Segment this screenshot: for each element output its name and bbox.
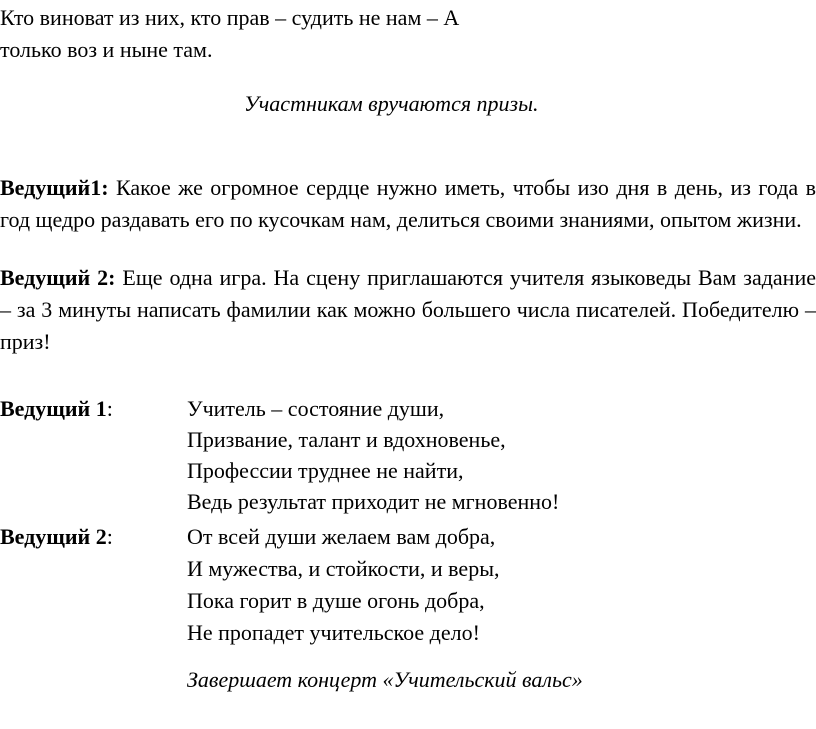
intro-line-1: Кто виноват из них, кто прав – судить не нам – А bbox=[0, 5, 460, 30]
poem2-line-4: Не пропадет учительское дело! bbox=[187, 620, 480, 645]
host2-paragraph bbox=[0, 262, 816, 358]
poem1-speaker bbox=[0, 396, 113, 422]
host1-paragraph bbox=[0, 172, 816, 236]
stage-direction-awards: Участникам вручаются призы. bbox=[244, 91, 539, 116]
host1-text: Какое же огромное сердце нужно иметь, чтобы изо дня в день, из года в год щедро раздавать его по кусочкам нам, делиться своими знаниями, опытом жизни. bbox=[0, 175, 816, 232]
host2-text: Еще одна игра. На сцену приглашаются учителя языковеды Вам задание – за 3 минуты написать фамилии как можно большего числа писателей. Победителю – приз! bbox=[0, 265, 816, 354]
poem1-speaker-colon: : bbox=[106, 396, 113, 421]
host1-speaker-label: Ведущий1: bbox=[0, 175, 109, 200]
stage-direction-concert: Завершает концерт «Учительский вальс» bbox=[187, 667, 583, 692]
poem2-speaker-colon: : bbox=[106, 524, 113, 549]
poem2-line-3: Пока горит в душе огонь добра, bbox=[187, 588, 485, 613]
intro-line-2: только воз и ныне там. bbox=[0, 37, 213, 62]
poem2-line-2: И мужества, и стойкости, и веры, bbox=[187, 556, 500, 581]
poem2-line-1: От всей души желаем вам добра, bbox=[187, 524, 496, 549]
poem2-speaker bbox=[0, 524, 113, 550]
poem2-speaker-name: Ведущий 2 bbox=[0, 524, 107, 549]
poem1-line-4: Ведь результат приходит не мгновенно! bbox=[187, 489, 560, 514]
poem1-line-3: Профессии труднее не найти, bbox=[187, 458, 464, 483]
poem1-line-2: Призвание, талант и вдохновенье, bbox=[187, 427, 506, 452]
host2-speaker-label: Ведущий 2: bbox=[0, 265, 116, 290]
poem1-line-1: Учитель – состояние души, bbox=[187, 396, 445, 421]
poem1-speaker-name: Ведущий 1 bbox=[0, 396, 107, 421]
